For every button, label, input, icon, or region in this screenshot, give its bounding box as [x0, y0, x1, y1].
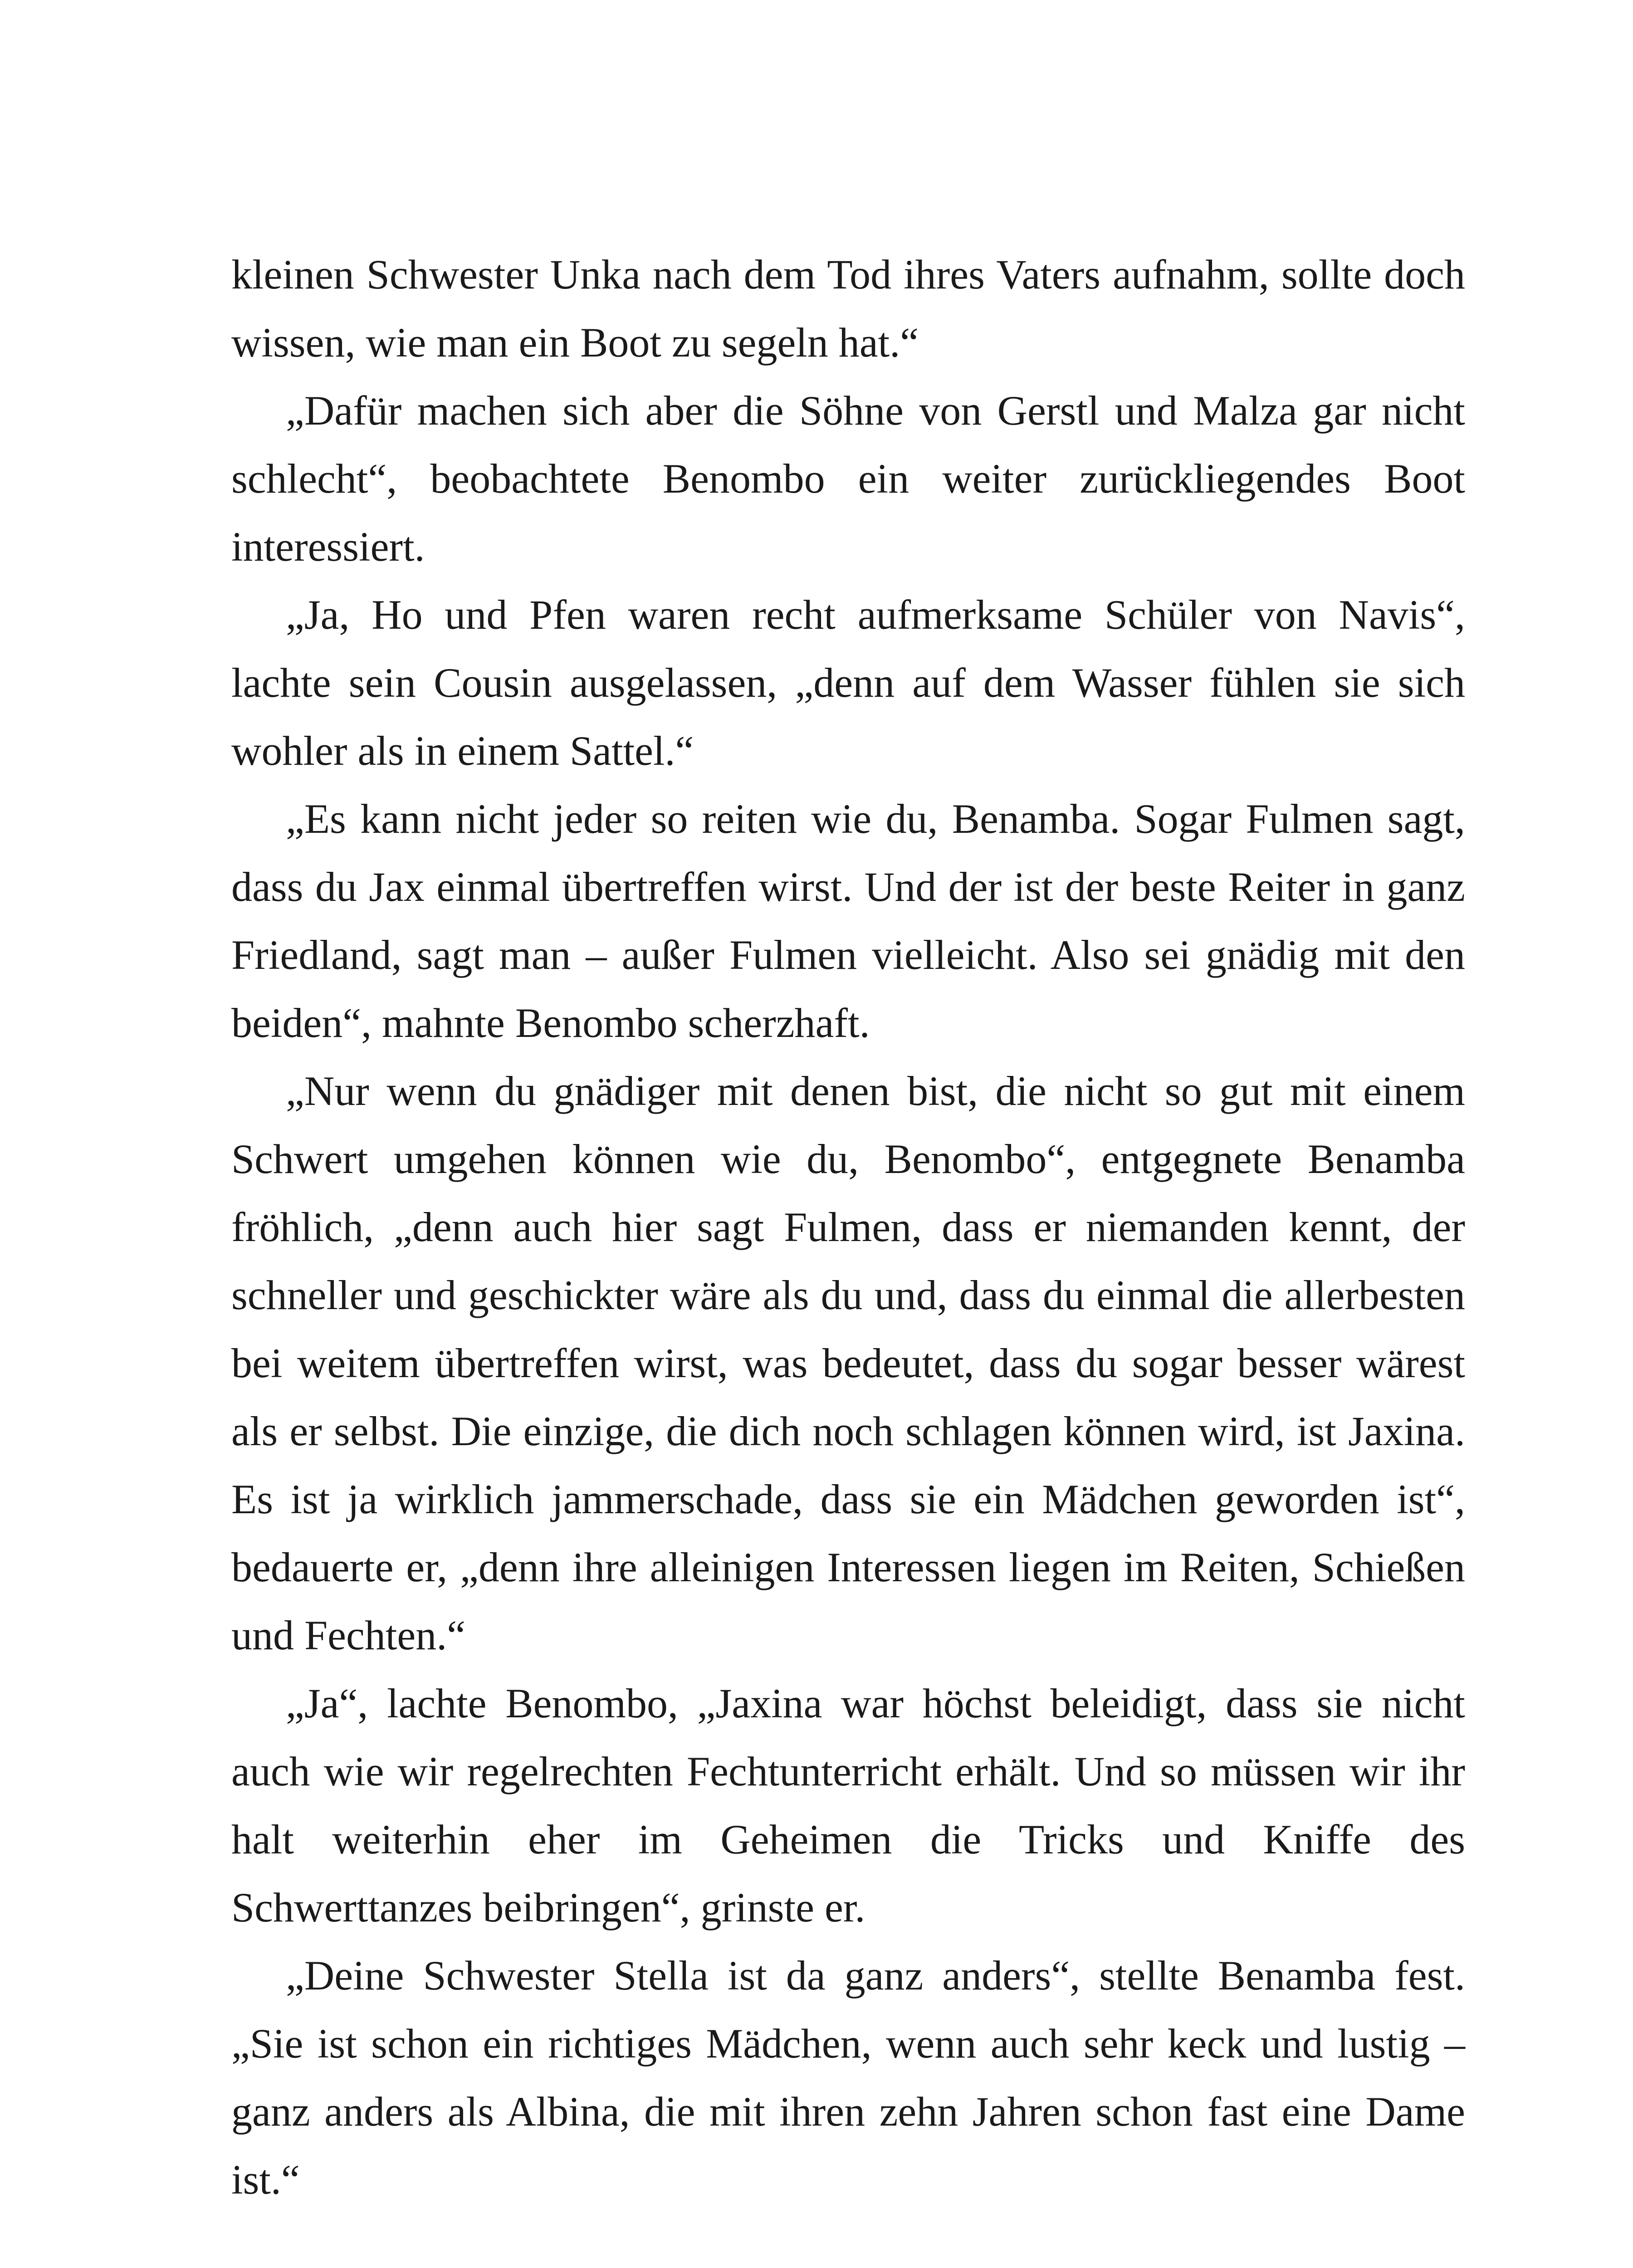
paragraph: „Ja“, lachte Benombo, „Jaxina war höchst beleidigt, dass sie nicht auch wie wir regelrechten Fechtunterricht erhält. Und so müssen wir ihr halt weiterhin eher im Geheimen die Tricks und Kniffe des Schwerttanzes beibringen“, grinste er.	[231, 1680, 1465, 1931]
paragraph: „Es kann nicht jeder so reiten wie du, Benamba. Sogar Fulmen sagt, dass du Jax einmal übertreffen wirst. Und der ist der beste Reiter in ganz Friedland, sagt man – außer Fulmen vielleicht. Also sei gnädig mit den beiden“, mahnte Benombo scherzhaft.	[231, 796, 1465, 1046]
paragraph: „Ja, Ho und Pfen waren recht aufmerksame Schüler von Navis“, lachte sein Cousin ausgelassen, „denn auf dem Wasser fühlen sie sich wohler als in einem Sattel.“	[231, 591, 1465, 774]
paragraph: „Nur wenn du gnädiger mit denen bist, die nicht so gut mit einem Schwert umgehen können wie du, Benombo“, entgegnete Benamba fröhlich, „denn auch hier sagt Fulmen, dass er niemanden kennt, der schneller und geschickter wäre als du und, dass du einmal die allerbesten bei weitem übertreffen wirst, was bedeutet, dass du sogar besser wärest als er selbst. Die einzige, die dich noch schlagen können wird, ist Jaxina. Es ist ja wirklich jammerschade, dass sie ein Mädchen geworden ist“, bedauerte er, „denn ihre alleinigen Interessen liegen im Reiten, Schießen und Fechten.“	[231, 1068, 1465, 1658]
paragraph: „Dafür machen sich aber die Söhne von Gerstl und Malza gar nicht schlecht“, beobachtete Benombo ein weiter zurückliegendes Boot interessiert.	[231, 387, 1465, 570]
paragraph: kleinen Schwester Unka nach dem Tod ihres Vaters aufnahm, sollte doch wissen, wie man ein Boot zu segeln hat.“	[231, 251, 1465, 366]
body-text	[231, 240, 1465, 2214]
paragraph: „Deine Schwester Stella ist da ganz anders“, stellte Benamba fest. „Sie ist schon ein richtiges Mädchen, wenn auch sehr keck und lustig – ganz anders als Albina, die mit ihren zehn Jahren schon fast eine Dame ist.“	[231, 1952, 1465, 2203]
